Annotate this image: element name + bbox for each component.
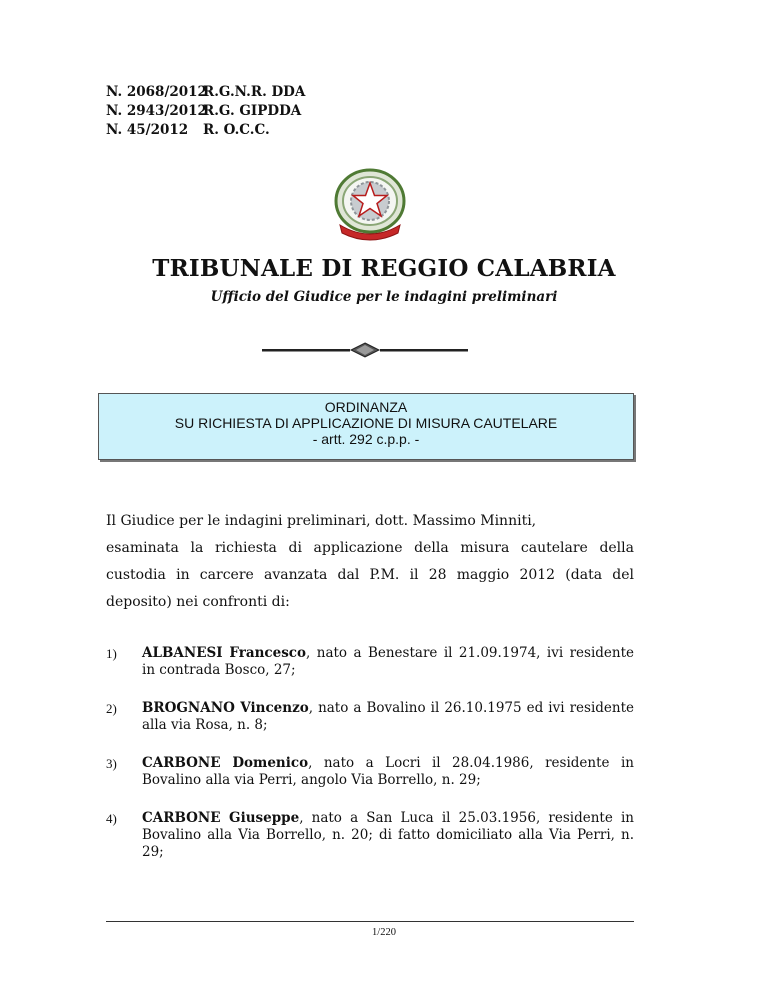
intro-line: esaminata la richiesta di applicazione della misura cautelare della custodia in carcere avanzata dal P.M. il 28 maggio 2012 (data del deposito) nei confronti di: [106,540,634,610]
footer-rule [106,921,634,922]
case-ref-number: N. 2068/2012 [106,84,207,100]
defendant-name: CARBONE Giuseppe [142,810,300,826]
list-item-text [142,645,634,679]
list-item-text [142,700,634,734]
case-ref-register: R.G. GIPDDA [203,103,302,119]
case-ref-row [106,121,305,140]
case-ref-row [106,102,305,121]
list-item-number: 1) [106,646,117,661]
list-item-number: 4) [106,811,117,826]
case-reference-block [106,83,305,140]
defendant-details: , nato a Locri il 28.04.1986, residente in Bovalino alla via Perri, angolo Via Borrello, n. 29; [142,755,634,788]
intro-paragraph [106,508,634,616]
defendant-name: CARBONE Domenico [142,755,309,771]
defendant-name: BROGNANO Vincenzo [142,700,309,716]
court-office-subtitle: Ufficio del Giudice per le indagini preliminari [210,289,558,305]
list-item [106,810,634,861]
order-title-line: - artt. 292 c.p.p. - [312,431,420,447]
page-number: 1/220 [372,927,396,938]
list-item [106,645,634,679]
case-ref-register: R.G.N.R. DDA [203,84,306,100]
list-item [106,700,634,734]
list-item-text [142,810,634,861]
case-ref-number: N. 45/2012 [106,122,189,138]
defendant-details: , nato a Bovalino il 26.10.1975 ed ivi residente alla via Rosa, n. 8; [142,700,634,733]
defendant-name: ALBANESI Francesco [142,645,307,661]
defendant-details: , nato a Benestare il 21.09.1974, ivi residente in contrada Bosco, 27; [142,645,635,678]
ornamental-divider [262,342,468,358]
case-ref-row [106,83,305,102]
order-title-line: ORDINANZA [324,399,408,415]
list-item-number: 2) [106,701,117,716]
defendant-details: , nato a San Luca il 25.03.1956, residente in Bovalino alla Via Borrello, n. 20; di fatto domiciliato alla Via Perri, n. 29; [142,810,634,860]
intro-line: Il Giudice per le indagini preliminari, dott. Massimo Minniti, [106,513,537,529]
list-item-number: 3) [106,756,117,771]
case-ref-register: R. O.C.C. [203,122,270,138]
case-ref-number: N. 2943/2012 [106,103,207,119]
order-title-box [98,393,634,460]
list-item-text [142,755,634,789]
list-item [106,755,634,789]
order-title-line: SU RICHIESTA DI APPLICAZIONE DI MISURA CAUTELARE [174,415,558,431]
italian-republic-emblem-icon [328,163,412,243]
court-title: TRIBUNALE DI REGGIO CALABRIA [152,255,616,282]
